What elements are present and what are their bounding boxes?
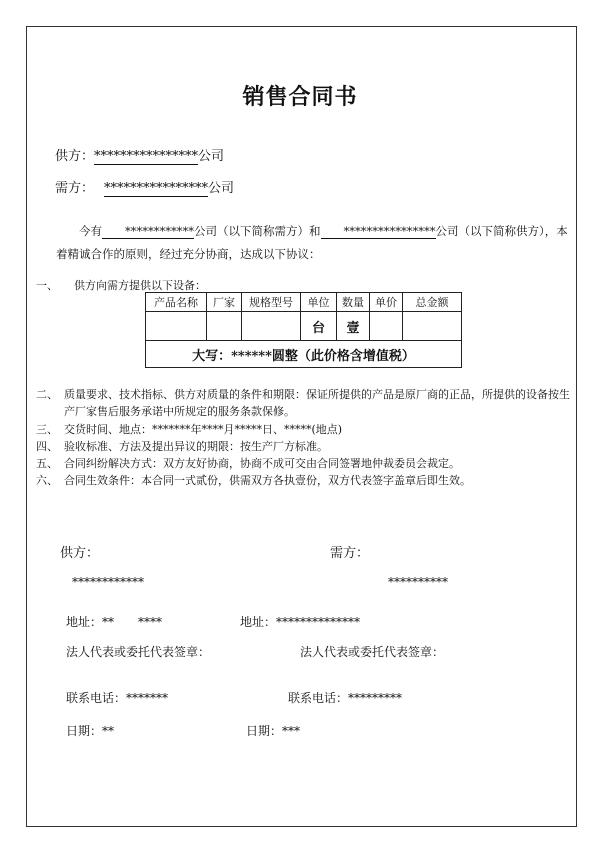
buyer-suffix: 公司 xyxy=(208,181,235,196)
table-header-row xyxy=(146,293,462,312)
col-header: 单价 xyxy=(370,293,403,312)
supplier-label: 供方： xyxy=(55,149,95,164)
sig-supplier-rep: 法人代表或委托代表签章： xyxy=(66,645,211,659)
table-cell xyxy=(242,312,301,341)
buyer-name: **************** xyxy=(104,181,209,196)
intro-paragraph xyxy=(56,220,568,266)
sig-buyer-rep: 法人代表或委托代表签章： xyxy=(300,645,445,659)
col-header: 总金额 xyxy=(403,293,462,312)
sig-supplier-phone: 联系电话：******* xyxy=(66,691,169,705)
col-header: 规格型号 xyxy=(242,293,301,312)
clause-6-number: 六、 xyxy=(36,474,58,487)
supplier-line xyxy=(55,145,224,165)
col-header: 产品名称 xyxy=(146,293,207,312)
intro-part-1: 今有 xyxy=(79,224,102,238)
clause-3-text: 交货时间、地点：*******年****月*****日、*****(地点) xyxy=(64,423,343,436)
clause-2-number: 二、 xyxy=(36,388,58,401)
goods-table xyxy=(145,292,462,368)
sig-supplier-name: ************ xyxy=(72,575,144,589)
sig-buyer-label: 需方： xyxy=(330,546,370,561)
sig-supplier-label: 供方： xyxy=(60,546,100,561)
sig-supplier-date: 日期：** xyxy=(66,724,115,738)
sig-supplier-address: 地址：** **** xyxy=(66,615,163,629)
sig-buyer-address: 地址：************** xyxy=(240,615,361,629)
section-1-text: 供方向需方提供以下设备： xyxy=(74,279,206,292)
table-cell xyxy=(403,312,462,341)
table-total: 大写：******圆整（此价格含增值税） xyxy=(146,341,462,368)
table-cell: 壹 xyxy=(337,312,370,341)
intro-buyer-mask: ************ xyxy=(102,224,194,239)
col-header: 数量 xyxy=(337,293,370,312)
clause-2-text: 质量要求、技术指标、供方对质量的条件和期限：保证所提供的产品是原厂商的正品，所提供的设备按生产厂家售后服务承诺中所规定的服务条款保修。 xyxy=(64,388,570,418)
intro-part-3: 公司（以下简称供方），本着精诚合作的原则，经过充分协商，达成以下协议： xyxy=(56,224,568,261)
clause-4-text: 验收标准、方法及提出异议的期限：按生产厂方标准。 xyxy=(64,440,328,453)
clause-5-number: 五、 xyxy=(36,457,58,470)
buyer-label: 需方： xyxy=(55,181,95,196)
col-header: 单位 xyxy=(301,293,337,312)
document-title: 销售合同书 xyxy=(242,84,358,110)
table-cell: 台 xyxy=(301,312,337,341)
table-row xyxy=(146,312,462,341)
sig-buyer-name: ********** xyxy=(388,575,448,589)
clause-6-text: 合同生效条件：本合同一式贰份，供需双方各执壹份，双方代表签字盖章后即生效。 xyxy=(64,474,471,487)
table-cell xyxy=(207,312,242,341)
table-total-row xyxy=(146,341,462,368)
clause-3-number: 三、 xyxy=(36,423,58,436)
buyer-line xyxy=(55,177,234,197)
sig-buyer-date: 日期：*** xyxy=(246,724,301,738)
section-1-number: 一、 xyxy=(36,279,58,292)
intro-supplier-mask: **************** xyxy=(321,224,436,239)
supplier-suffix: 公司 xyxy=(198,149,225,164)
clause-5-text: 合同纠纷解决方式：双方友好协商，协商不成可交由合同签署地仲裁委员会裁定。 xyxy=(64,457,460,470)
supplier-name: **************** xyxy=(94,149,199,164)
col-header: 厂家 xyxy=(207,293,242,312)
table-cell xyxy=(146,312,207,341)
table-cell xyxy=(370,312,403,341)
clause-4-number: 四、 xyxy=(36,440,58,453)
intro-part-2: 公司（以下简称需方）和 xyxy=(194,224,321,238)
sig-buyer-phone: 联系电话：********* xyxy=(288,691,403,705)
